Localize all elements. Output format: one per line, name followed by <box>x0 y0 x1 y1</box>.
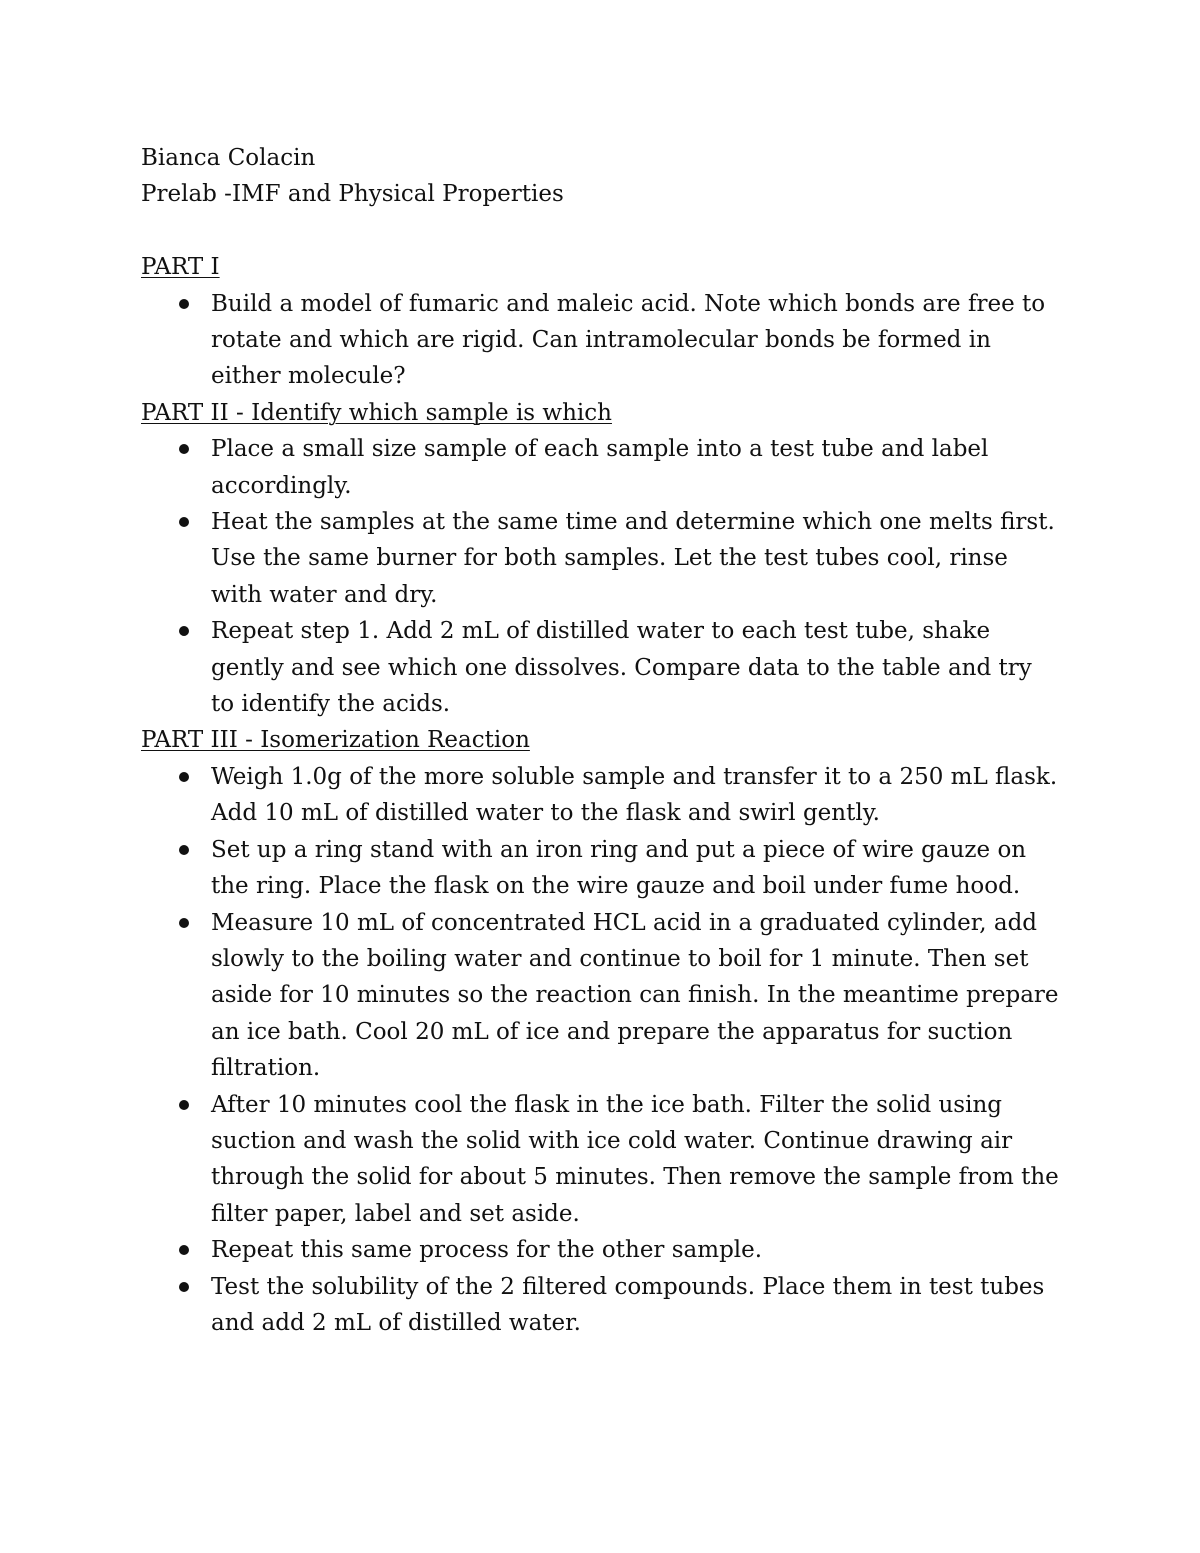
list-item-text: Repeat this same process for the other sample. <box>211 1237 763 1264</box>
list-item-text: Heat the samples at the same time and determine which one melts first. Use the same burner for both samples. Let the test tubes cool, rinse with water and dry. <box>211 509 1055 608</box>
list-item <box>141 613 1061 722</box>
bullet-icon <box>179 1245 189 1255</box>
author-name: Bianca Colacin <box>141 145 316 171</box>
section-part-1 <box>141 249 1061 395</box>
list-item-text: Weigh 1.0g of the more soluble sample and transfer it to a 250 mL flask. Add 10 mL of distilled water to the flask and swirl gently. <box>211 763 1058 827</box>
blank-line <box>141 213 1061 249</box>
bullet-icon <box>179 626 189 636</box>
bullet-icon <box>179 517 189 527</box>
bullet-list-part-3 <box>141 759 1061 1342</box>
list-item <box>141 1269 1061 1342</box>
list-item <box>141 504 1061 613</box>
document-body <box>141 140 1061 1341</box>
list-item-text: Test the solubility of the 2 filtered compounds. Place them in test tubes and add 2 mL of distilled water. <box>211 1273 1045 1336</box>
list-item <box>141 905 1061 1087</box>
bullet-icon <box>179 918 189 928</box>
section-heading-part-1: PART I <box>141 254 220 281</box>
list-item-text: Build a model of fumaric and maleic acid. Note which bonds are free to rotate and which are rigid. Can intramolecular bonds be formed in either molecule? <box>211 290 1046 390</box>
section-heading-part-3: PART III - Isomerization Reaction <box>141 727 530 754</box>
bullet-icon <box>179 299 189 309</box>
bullet-icon <box>179 444 189 454</box>
list-item <box>141 286 1061 395</box>
list-item-text: Set up a ring stand with an iron ring and put a piece of wire gauze on the ring. Place the flask on the wire gauze and boil under fume hood. <box>211 836 1027 900</box>
section-part-3 <box>141 722 1061 1341</box>
bullet-list-part-1 <box>141 286 1061 395</box>
list-item-text: Repeat step 1. Add 2 mL of distilled water to each test tube, shake gently and see which one dissolves. Compare data to the table and try to identify the acids. <box>211 618 1032 718</box>
list-item <box>141 1087 1061 1233</box>
list-item <box>141 431 1061 504</box>
list-item <box>141 832 1061 905</box>
list-item <box>141 759 1061 832</box>
list-item-text: Place a small size sample of each sample into a test tube and label accordingly. <box>211 436 989 499</box>
bullet-icon <box>179 845 189 855</box>
bullet-list-part-2 <box>141 431 1061 722</box>
bullet-icon <box>179 772 189 782</box>
list-item <box>141 1232 1061 1268</box>
list-item-text: After 10 minutes cool the flask in the ice bath. Filter the solid using suction and wash the solid with ice cold water. Continue drawing air through the solid for about 5 minutes. Then remove the sample from the filter paper, label and set aside. <box>211 1091 1059 1227</box>
bullet-icon <box>179 1282 189 1292</box>
bullet-icon <box>179 1100 189 1110</box>
document-title: Prelab -IMF and Physical Properties <box>141 181 564 208</box>
list-item-text: Measure 10 mL of concentrated HCL acid in a graduated cylinder, add slowly to the boiling water and continue to boil for 1 minute. Then set aside for 10 minutes so the reaction can finish. In the meantime prepare an ice bath. Cool 20 mL of ice and prepare the apparatus for suction filtration. <box>211 909 1059 1082</box>
section-heading-part-2: PART II - Identify which sample is which <box>141 399 612 426</box>
section-part-2 <box>141 395 1061 723</box>
